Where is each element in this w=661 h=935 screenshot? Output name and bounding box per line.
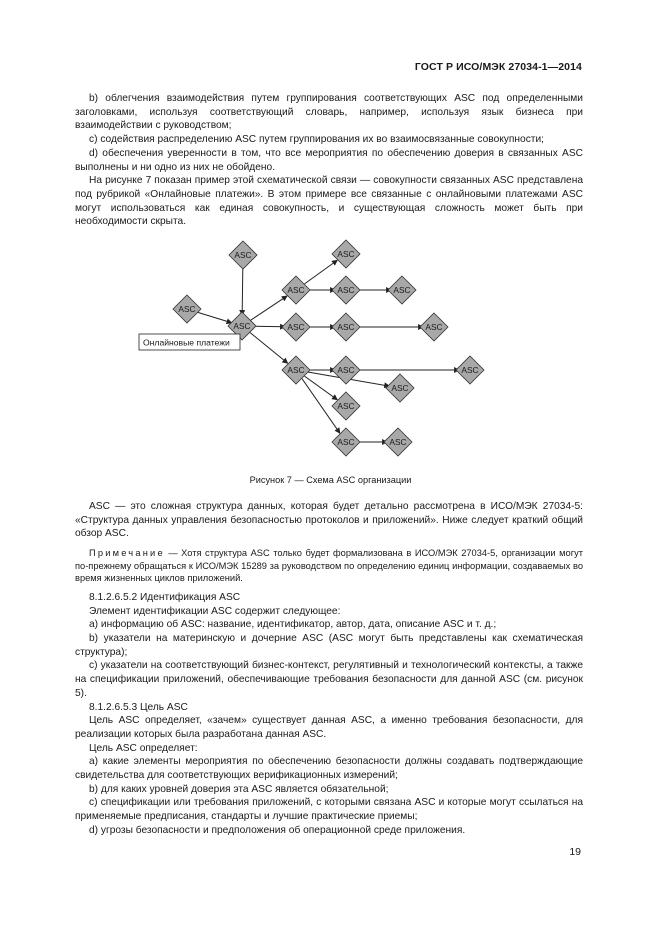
asc-node-label: ASC <box>337 365 355 375</box>
note-label: Примечание <box>89 548 165 559</box>
asc-node-label: ASC <box>233 321 251 331</box>
asc-node-label: ASC <box>337 401 355 411</box>
asc-node-label: ASC <box>337 285 355 295</box>
asc-node-label: ASC <box>287 322 305 332</box>
asc-node-t3 <box>388 276 416 304</box>
purpose-item-d: d) угрозы безопасности и предположения об операционной среде приложения. <box>89 824 466 836</box>
asc-overview-paragraph: ASC — это сложная структура данных, которая будет детально рассмотрена в ИСО/МЭК 27034-5: «Структура данных управления безопасностью протоколов и приложений». Ниже следует краткий общий обзор ASC. <box>75 501 583 540</box>
body-text <box>75 500 583 838</box>
figure-caption: Рисунок 7 — Схема ASC организации <box>249 475 412 485</box>
identification-item-a: a) информацию об ASC: название, идентификатор, автор, дата, описание ASC и т. д.; <box>89 619 497 631</box>
callout-label: Онлайновые платежи <box>143 337 230 348</box>
asc-node-r2 <box>456 356 484 384</box>
asc-node-label: ASC <box>337 249 355 259</box>
edge-center-b3 <box>250 333 287 363</box>
asc-node-label: ASC <box>287 285 305 295</box>
edge-top-center <box>242 265 243 315</box>
asc-node-label: ASC <box>425 322 443 332</box>
asc-node-b3 <box>282 356 310 384</box>
purpose-paragraph: Цель ASC определяет, «зачем» существует данная ASC, а именно требования безопасности, для реализации которых была разработана данная ASC. <box>75 715 583 740</box>
section-heading-identification: 8.1.2.6.5.2 Идентификация ASC <box>89 591 241 603</box>
asc-node-left <box>173 295 201 323</box>
asc-node-t2 <box>332 276 360 304</box>
asc-node-t1 <box>332 240 360 268</box>
purpose-item-a: a) какие элементы мероприятия по обеспечению безопасности должны создавать подтверждающие свидетельства для соответствующих верификационных измерений; <box>75 756 583 782</box>
purpose-item-c: c) спецификации или требования приложений, с которыми связана ASC и которые могут ссылаться на применяемые предписания, стандарты и лучшие практические приемы; <box>75 797 583 823</box>
online-payments-callout <box>139 334 240 350</box>
asc-node-label: ASC <box>337 437 355 447</box>
note-text: — Хотя структура ASC только будет формализована в ИСО/МЭК 27034-5, организации могут по-прежнему обращаться к ИСО/МЭК 15289 за руководством по определению единиц информации, создаваемых во время жизненных циклов приложений. <box>75 548 583 584</box>
asc-node-m1 <box>332 313 360 341</box>
identification-lead: Элемент идентификации ASC содержит следующее: <box>89 605 341 617</box>
asc-node-top <box>229 241 257 269</box>
page-number: 19 <box>569 846 581 858</box>
asc-node-label: ASC <box>287 365 305 375</box>
edge-center-b1 <box>251 296 287 320</box>
asc-node-label: ASC <box>393 285 411 295</box>
asc-node-r3 <box>386 374 414 402</box>
edge-center-b2 <box>252 326 285 327</box>
asc-node-b2 <box>282 313 310 341</box>
asc-node-s1 <box>332 392 360 420</box>
document-id-header: ГОСТ Р ИСО/МЭК 27034-1—2014 <box>414 61 582 73</box>
asc-node-r1 <box>332 356 360 384</box>
asc-node-s2 <box>332 428 360 456</box>
asc-node-b1 <box>282 276 310 304</box>
asc-node-label: ASC <box>178 304 196 314</box>
edge-b1-t1 <box>305 260 338 283</box>
asc-node-s3 <box>384 428 412 456</box>
asc-node-m2 <box>420 313 448 341</box>
intro-item-d: d) обеспечения уверенности в том, что все мероприятия по обеспечению доверия в связанных ASC выполнены и ни одно из них не обойдено. <box>75 147 583 173</box>
asc-node-label: ASC <box>234 250 252 260</box>
asc-node-label: ASC <box>461 365 479 375</box>
section-heading-purpose: 8.1.2.6.5.3 Цель ASC <box>89 701 188 713</box>
asc-node-label: ASC <box>391 383 409 393</box>
asc-node-label: ASC <box>337 322 355 332</box>
identification-item-b: b) указатели на материнскую и дочерние ASC (ASC могут быть представлены как схематическая структура); <box>75 633 583 658</box>
edge-b3-s1 <box>305 376 338 399</box>
intro-item-c: c) содействия распределению ASC путем группирования их во взаимосвязанные совокупности; <box>89 134 544 146</box>
edge-left-center <box>197 312 232 323</box>
figure-reference-paragraph: На рисунке 7 показан пример этой схематической связи — совокупности связанных ASC представлена под рубрикой «Онлайновые платежи». В этом примере все связанные с онлайновыми платежами ASC могут использоваться как единая совокупность, и существующая сложность может быть при необходимости скрыта. <box>75 175 583 228</box>
note-paragraph <box>75 547 583 585</box>
intro-item-b: b) облегчения взаимодействия путем группирования соответствующих ASC под определенными заголовками, используя соответствующий словарь, например, используя язык бизнеса при взаимодействии с руководством; <box>75 93 583 132</box>
identification-item-c: c) указатели на соответствующий бизнес-контекст, регулятивный и технологический контексты, а также на спецификации приложений, обеспечивающие требования безопасности для данной ASC (см. рисунок 5). <box>75 660 583 699</box>
asc-node-label: ASC <box>389 437 407 447</box>
purpose-lead: Цель ASC определяет: <box>89 742 198 754</box>
purpose-item-b: b) для каких уровней доверия эта ASC является обязательной; <box>89 783 389 795</box>
